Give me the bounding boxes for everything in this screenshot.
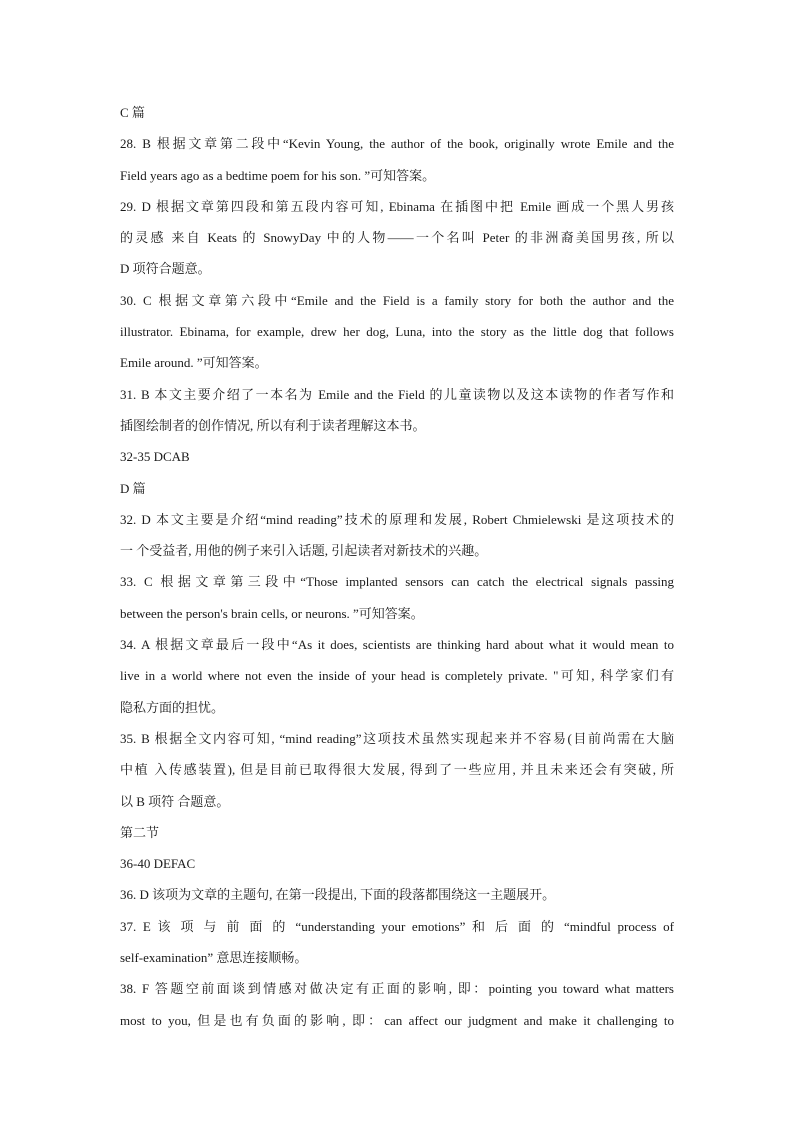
answer-33-line-1: 33. C 根据文章第三段中“Those implanted sensors can catch the electrical signals passing — [120, 574, 674, 590]
answers-32-35-summary: 32-35 DCAB — [120, 449, 190, 465]
answer-28-line-1: 28. B 根据文章第二段中“Kevin Young, the author of the book, originally wrote Emile and the — [120, 136, 674, 152]
answer-38-line-2: most to you, 但是也有负面的影响, 即：can affect our judgment and make it challenging to — [120, 1012, 674, 1028]
answer-35-line-3: 以 B 项符 合题意。 — [120, 793, 230, 809]
answer-30-line-1: 30. C 根据文章第六段中“Emile and the Field is a family story for both the author and the — [120, 292, 674, 308]
answer-38-line-1: 38. F 答题空前面谈到情感对做决定有正面的影响, 即：pointing you toward what matters — [120, 981, 674, 997]
answer-34-line-1: 34. A 根据文章最后一段中“As it does, scientists are thinking hard about what it would mean to — [120, 637, 674, 653]
answer-30-line-2: illustrator. Ebinama, for example, drew her dog, Luna, into the story as the little dog that follows — [120, 324, 674, 340]
answer-37-line-2: self-examination” 意思连接顺畅。 — [120, 950, 308, 966]
answer-28-line-2: Field years ago as a bedtime poem for his son. ”可知答案。 — [120, 167, 436, 183]
answers-36-40-summary: 36-40 DEFAC — [120, 856, 196, 872]
answer-29-line-1: 29. D 根据文章第四段和第五段内容可知, Ebinama 在插图中把 Emile 画成一个黑人男孩 — [120, 198, 674, 214]
answer-32-line-2: 一 个受益者, 用他的例子来引入话题, 引起读者对新技术的兴趣。 — [120, 543, 488, 559]
answer-33-line-2: between the person's brain cells, or neurons. ”可知答案。 — [120, 605, 424, 621]
answer-30-line-3: Emile around. ”可知答案。 — [120, 355, 268, 371]
answer-34-line-2: live in a world where not even the inside of your head is completely private. "可知, 科学家们有 — [120, 668, 674, 684]
answer-29-line-3: D 项符合题意。 — [120, 261, 211, 277]
answer-31-line-1: 31. B 本文主要介绍了一本名为 Emile and the Field 的儿童读物以及这本读物的作者写作和 — [120, 386, 674, 402]
answer-35-line-2: 中植 入传感装置), 但是目前已取得很大发展, 得到了一些应用, 并且未来还会有突破, 所 — [120, 762, 674, 778]
answer-34-line-3: 隐私方面的担忧。 — [120, 699, 225, 715]
answer-35-line-1: 35. B 根据全文内容可知, “mind reading”这项技术虽然实现起来并不容易(目前尚需在大脑 — [120, 730, 674, 746]
section-heading-d: D 篇 — [120, 480, 146, 496]
document-page — [120, 97, 674, 1036]
answer-31-line-2: 插图绘制者的创作情况, 所以有利于读者理解这本书。 — [120, 417, 426, 433]
section-heading-part-two: 第二节 — [120, 824, 160, 840]
answer-36-line-1: 36. D 该项为文章的主题句, 在第一段提出, 下面的段落都围绕这一主题展开。 — [120, 887, 556, 903]
answer-32-line-1: 32. D 本文主要是介绍“mind reading”技术的原理和发展, Robert Chmielewski 是这项技术的 — [120, 511, 674, 527]
answer-29-line-2: 的灵感 来自 Keats 的 SnowyDay 中的人物——一个名叫 Peter 的非洲裔美国男孩, 所以 — [120, 230, 674, 246]
section-heading-c: C 篇 — [120, 105, 145, 120]
answer-37-line-1: 37. E 该 项 与 前 面 的 “understanding your emotions” 和 后 面 的 “mindful process of — [120, 918, 674, 934]
